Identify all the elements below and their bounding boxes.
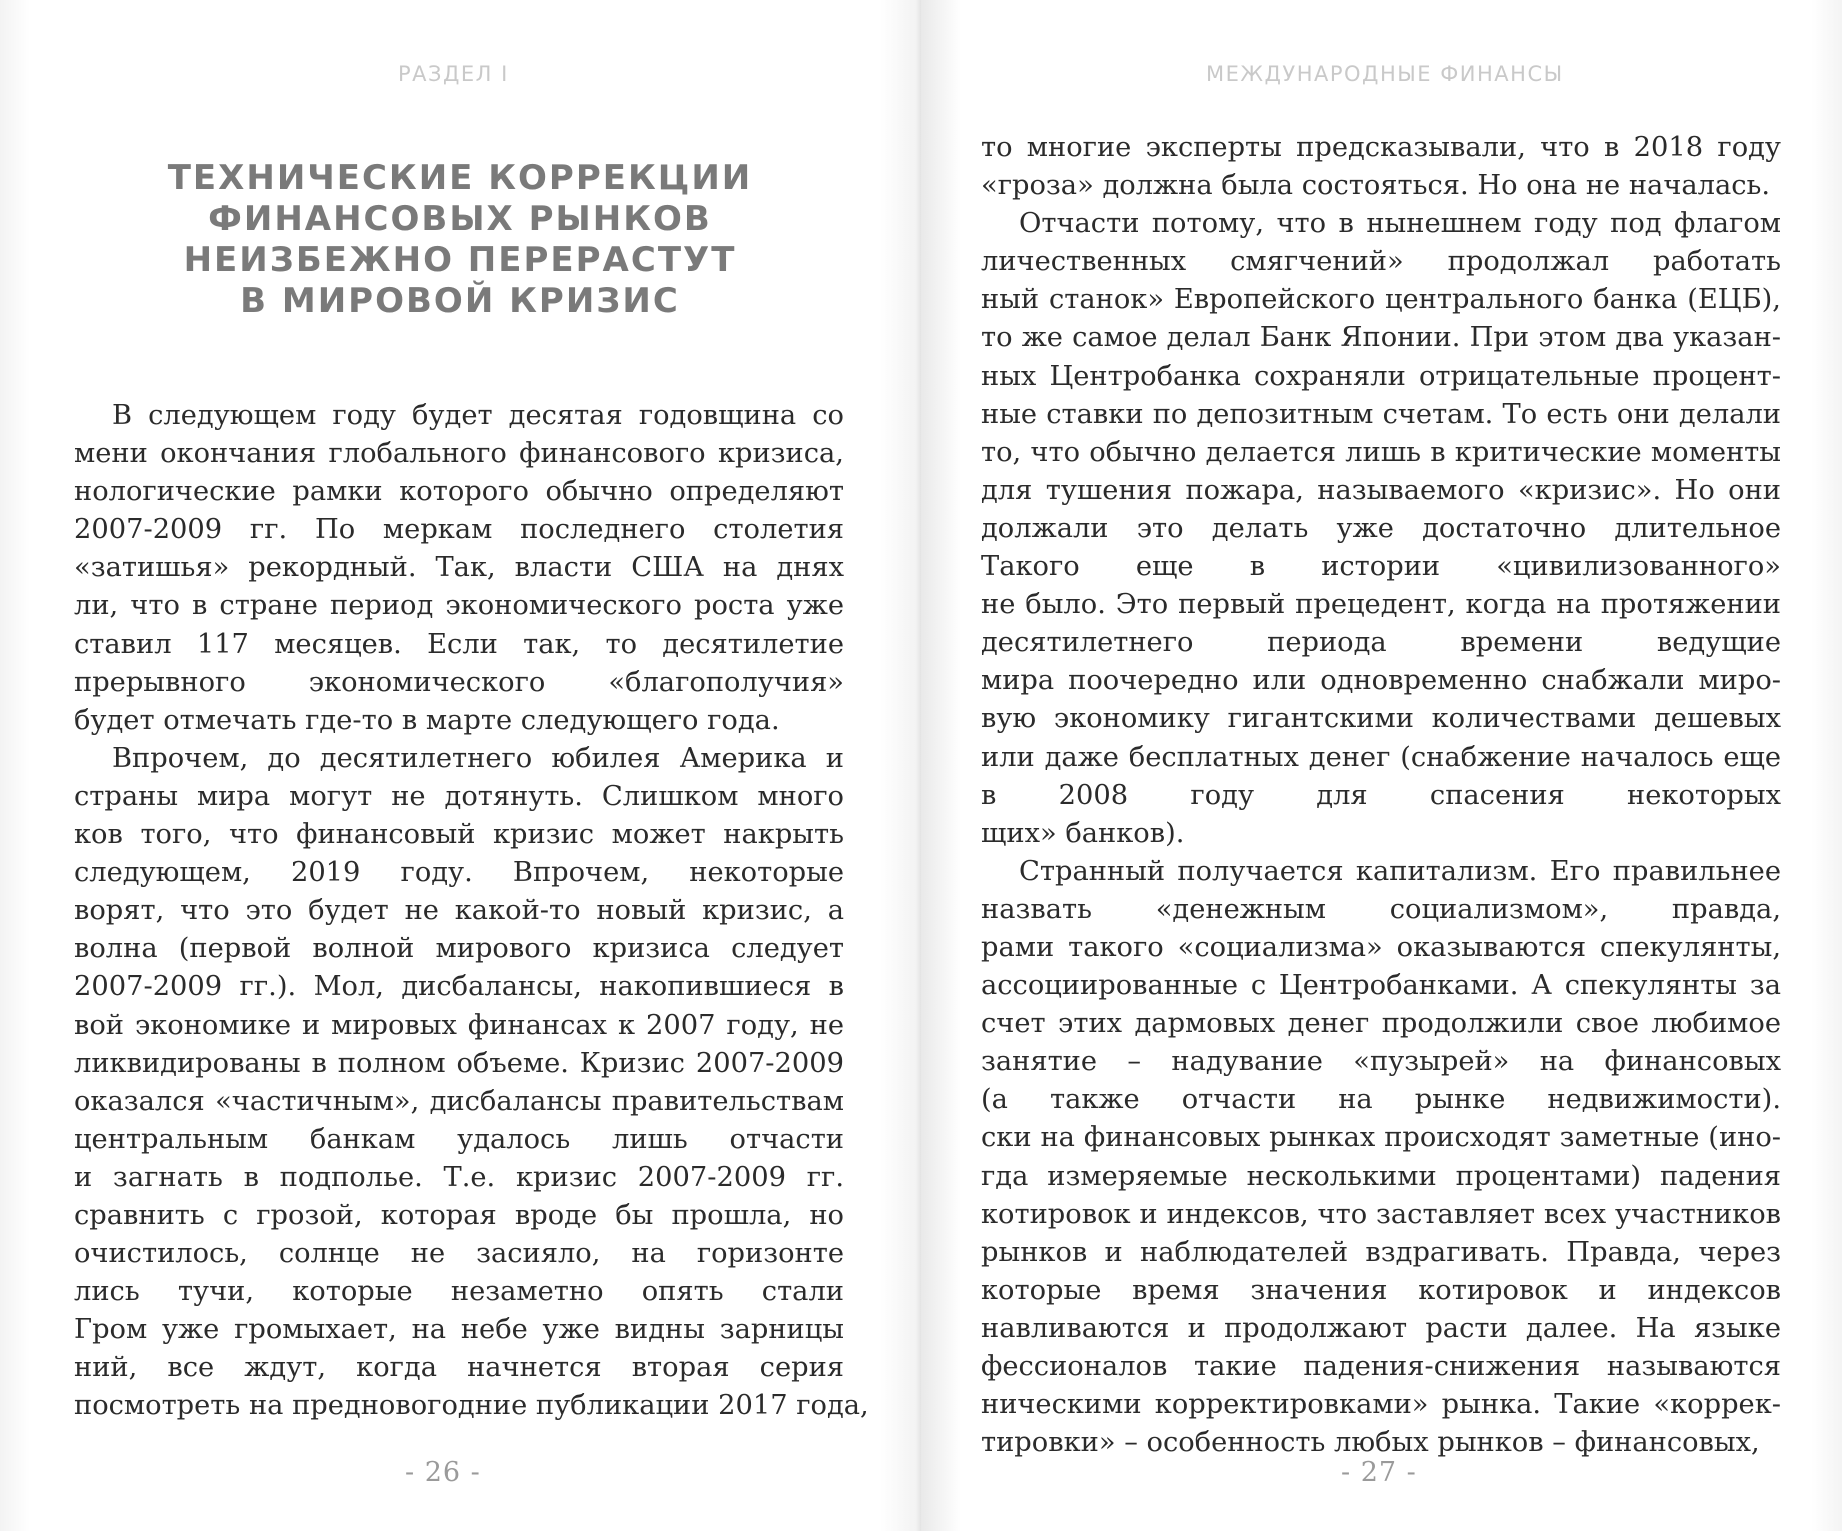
chapter-title-line: НЕИЗБЕЖНО ПЕРЕРАСТУТ bbox=[183, 240, 737, 280]
chapter-title-line: ФИНАНСОВЫХ РЫНКОВ bbox=[208, 199, 712, 239]
running-head-right: МЕЖДУНАРОДНЫЕ ФИНАНСЫ bbox=[1206, 62, 1564, 86]
text-line: ворят, что это будет не какой-то новый кризис, а bbox=[74, 895, 844, 927]
text-line: Гром уже громыхает, на небе уже видны зарницы bbox=[74, 1314, 844, 1346]
text-line: то, что обычно делается лишь в критические моменты bbox=[981, 436, 1781, 468]
text-line: оказался «частичным», дисбалансы правительствам bbox=[74, 1085, 844, 1117]
chapter-title-line: ТЕХНИЧЕСКИЕ КОРРЕКЦИИ bbox=[167, 158, 753, 198]
text-line: тировки» – особенность любых рынков – финансовых, bbox=[981, 1427, 1760, 1459]
text-line: волна (первой волной мирового кризиса следует bbox=[74, 933, 844, 965]
text-line: ный станок» Европейского центрального банка (ЕЦБ), bbox=[981, 284, 1781, 316]
text-line: в 2008 году для спасения некоторых bbox=[981, 779, 1781, 811]
chapter-title bbox=[80, 158, 840, 322]
text-line: ков того, что финансовый кризис может накрыть bbox=[74, 819, 844, 851]
text-line: ставил 117 месяцев. Если так, то десятилетие bbox=[74, 628, 844, 660]
text-line: очистилось, солнце не засияло, на горизонте bbox=[74, 1238, 844, 1270]
text-line: будет отмечать где-то в марте следующего года. bbox=[74, 704, 780, 736]
text-line: котировок и индексов, что заставляет всех участников bbox=[981, 1198, 1781, 1230]
text-line: посмотреть на предновогодние публикации 2017 года, bbox=[74, 1390, 869, 1422]
text-line: ликвидированы в полном объеме. Кризис 2007-2009 bbox=[74, 1047, 844, 1079]
text-line: нологические рамки которого обычно определяют bbox=[74, 476, 844, 508]
text-line: должали это делать уже достаточно длительное bbox=[981, 512, 1781, 544]
text-line: сравнить с грозой, которая вроде бы прошла, но bbox=[74, 1199, 844, 1231]
text-line: десятилетнего периода времени ведущие bbox=[981, 627, 1781, 659]
text-line: или даже бесплатных денег (снабжение началось еще bbox=[981, 741, 1781, 773]
right-body-text bbox=[981, 129, 1781, 1462]
text-line: ли, что в стране период экономического роста уже bbox=[74, 590, 844, 622]
text-line: ассоциированные с Центробанками. А спекулянты за bbox=[981, 970, 1781, 1002]
text-line: фессионалов такие падения-снижения называются bbox=[981, 1351, 1781, 1382]
page-number-right: - 27 - bbox=[1341, 1457, 1417, 1488]
page-number-left: - 26 - bbox=[405, 1457, 481, 1488]
text-line: для тушения пожара, называемого «кризис». Но они bbox=[981, 474, 1781, 506]
text-line: Странный получается капитализм. Его правильнее bbox=[1019, 855, 1781, 887]
text-line: (а также отчасти на рынке недвижимости). bbox=[981, 1084, 1781, 1116]
text-line: «затишья» рекордный. Так, власти США на днях bbox=[74, 552, 844, 584]
text-line: вую экономику гигантскими количествами дешевых bbox=[981, 703, 1781, 735]
text-line: щих» банков). bbox=[981, 817, 1185, 849]
text-line: мира поочередно или одновременно снабжали миро- bbox=[981, 665, 1781, 697]
text-line: занятие – надувание «пузырей» на финансовых bbox=[981, 1046, 1781, 1078]
text-line: то многие эксперты предсказывали, что в 2018 году bbox=[981, 132, 1781, 163]
text-line: В следующем году будет десятая годовщина со bbox=[112, 400, 844, 431]
text-line: прерывного экономического «благополучия» bbox=[74, 666, 844, 698]
chapter-title-line: В МИРОВОЙ КРИЗИС bbox=[240, 281, 680, 321]
text-line: лись тучи, которые незаметно опять стали bbox=[74, 1276, 844, 1308]
text-line: не было. Это первый прецедент, когда на протяжении bbox=[981, 589, 1781, 621]
text-line: «гроза» должна была состояться. Но она не началась. bbox=[981, 170, 1771, 202]
text-line: счет этих дармовых денег продолжили свое любимое bbox=[981, 1008, 1781, 1040]
text-line: страны мира могут не дотянуть. Слишком много bbox=[74, 780, 844, 812]
left-body-text bbox=[74, 397, 869, 1426]
text-line: ных Центробанка сохраняли отрицательные процент- bbox=[981, 360, 1781, 392]
text-line: центральным банкам удалось лишь отчасти bbox=[74, 1123, 844, 1155]
text-line: ний, все ждут, когда начнется вторая серия bbox=[74, 1352, 844, 1384]
text-line: ные ставки по депозитным счетам. То есть они делали bbox=[981, 398, 1781, 430]
text-line: которые время значения котировок и индексов bbox=[981, 1274, 1781, 1306]
text-line: личественных смягчений» продолжал работать bbox=[981, 246, 1781, 278]
text-line: назвать «денежным социализмом», правда, bbox=[981, 893, 1781, 925]
text-line: рынков и наблюдателей вздрагивать. Правда, через bbox=[981, 1236, 1781, 1268]
text-line: мени окончания глобального финансового кризиса, bbox=[74, 438, 844, 470]
text-line: Отчасти потому, что в нынешнем году под флагом bbox=[1019, 208, 1781, 240]
running-head-left: РАЗДЕЛ I bbox=[398, 62, 509, 86]
text-line: рами такого «социализма» оказываются спекулянты, bbox=[981, 931, 1781, 963]
text-line: ническими корректировками» рынка. Такие «коррек- bbox=[981, 1389, 1781, 1421]
text-line: Впрочем, до десятилетнего юбилея Америка и bbox=[112, 742, 844, 774]
text-line: Такого еще в истории «цивилизованного» bbox=[981, 551, 1781, 583]
text-line: и загнать в подполье. Т.е. кризис 2007-2009 гг. bbox=[74, 1161, 844, 1193]
text-line: навливаются и продолжают расти далее. На языке bbox=[981, 1312, 1781, 1344]
text-line: то же самое делал Банк Японии. При этом два указан- bbox=[981, 322, 1781, 354]
text-line: 2007-2009 гг. По меркам последнего столетия bbox=[74, 514, 844, 546]
text-line: гда измеряемые несколькими процентами) падения bbox=[981, 1160, 1781, 1192]
text-line: ски на финансовых рынках происходят заметные (ино- bbox=[981, 1122, 1781, 1154]
text-line: следующем, 2019 году. Впрочем, некоторые bbox=[74, 857, 844, 889]
text-line: вой экономике и мировых финансах к 2007 году, не bbox=[74, 1009, 844, 1041]
right-page bbox=[921, 0, 1842, 1531]
text-line: 2007-2009 гг.). Мол, дисбалансы, накопившиеся в bbox=[74, 971, 844, 1003]
